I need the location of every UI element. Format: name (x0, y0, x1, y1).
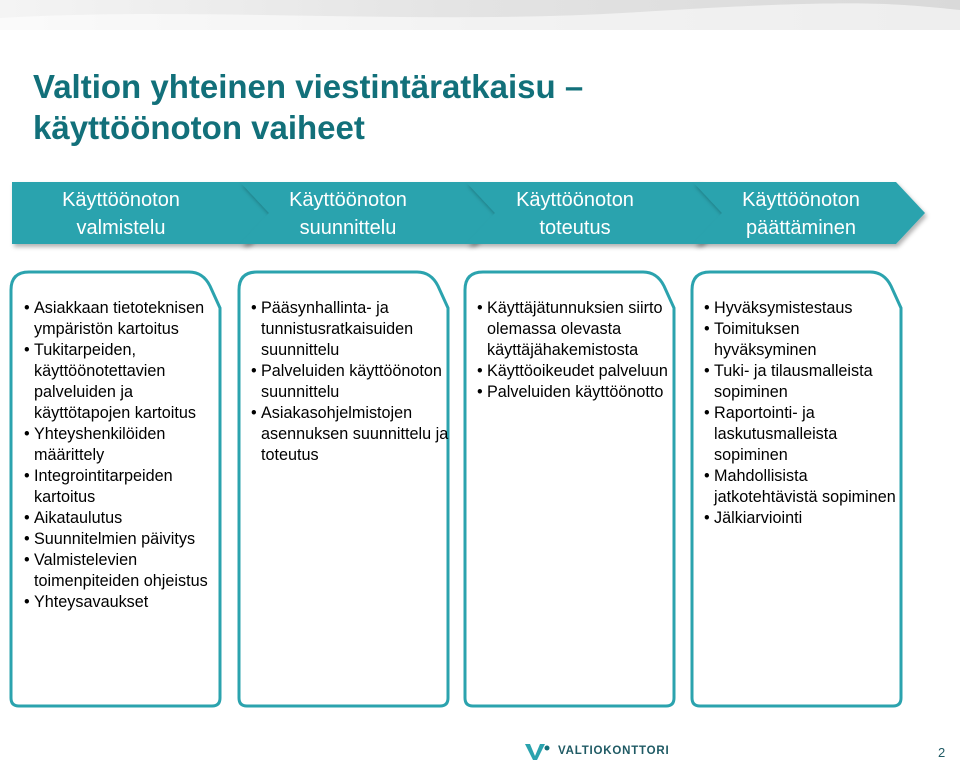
list-item: • Valmistelevien toimenpiteiden ohjeistus (24, 550, 220, 592)
list-item: • Palveluiden käyttöönoton suunnittelu (251, 361, 451, 403)
title-line-1: Valtion yhteinen viestintäratkaisu – (33, 68, 584, 105)
valtiokonttori-logo-icon (522, 740, 552, 761)
list-item: • Tuki- ja tilausmalleista sopiminen (704, 361, 900, 403)
phase-label-line: suunnittelu (299, 217, 397, 239)
list-item: • Suunnitelmien päivitys (24, 529, 220, 550)
list-item: • Palveluiden käyttöönotto (477, 382, 677, 403)
column-text-valmistelu (24, 298, 220, 613)
list-item: • Toimituksen hyväksyminen (704, 319, 900, 361)
title-line-2: käyttöönoton vaiheet (33, 109, 365, 146)
list-item: • Integrointitarpeiden kartoitus (24, 466, 220, 508)
phase-label-line: Käyttöönoton (62, 189, 180, 211)
top-decorative-band (0, 0, 960, 30)
bullet-list (251, 298, 451, 466)
phase-label-line: Käyttöönoton (289, 189, 407, 211)
bullet-list (704, 298, 900, 529)
list-item: • Asiakkaan tietoteknisen ympäristön kartoitus (24, 298, 220, 340)
column-text-paattaminen (704, 298, 900, 529)
list-item: • Hyväksymistestaus (704, 298, 900, 319)
list-item: • Käyttöoikeudet palveluun (477, 361, 677, 382)
phase-label-suunnittelu (258, 186, 438, 242)
list-item: • Raportointi- ja laskutusmalleista sopiminen (704, 403, 900, 466)
bullet-list (24, 298, 220, 613)
list-item: • Tukitarpeiden, käyttöönotettavien palveluiden ja käyttötapojen kartoitus (24, 340, 220, 424)
phase-label-line: Käyttöönoton (516, 189, 634, 211)
brand-name: VALTIOKONTTORI (558, 745, 670, 757)
page-number: 2 (938, 745, 946, 760)
page-title (33, 66, 833, 148)
list-item: • Yhteyshenkilöiden määrittely (24, 424, 220, 466)
column-text-toteutus (477, 298, 677, 403)
list-item: • Pääsynhallinta- ja tunnistusratkaisuiden suunnittelu (251, 298, 451, 361)
phase-label-line: Käyttöönoton (742, 189, 860, 211)
phase-label-line: päättäminen (745, 217, 857, 239)
phase-label-line: valmistelu (76, 217, 166, 239)
bullet-list (477, 298, 677, 403)
list-item: • Jälkiarviointi (704, 508, 900, 529)
phase-label-paattaminen (711, 186, 891, 242)
phase-label-valmistelu (31, 186, 211, 242)
list-item: • Yhteysavaukset (24, 592, 220, 613)
list-item: • Mahdollisista jatkotehtävistä sopiminen (704, 466, 900, 508)
list-item: • Käyttäjätunnuksien siirto olemassa olevasta käyttäjähakemistosta (477, 298, 677, 361)
list-item: • Aikataulutus (24, 508, 220, 529)
column-text-suunnittelu (251, 298, 451, 466)
list-item: • Asiakasohjelmistojen asennuksen suunnittelu ja toteutus (251, 403, 451, 466)
phase-label-toteutus (485, 186, 665, 242)
phase-label-line: toteutus (539, 217, 611, 239)
